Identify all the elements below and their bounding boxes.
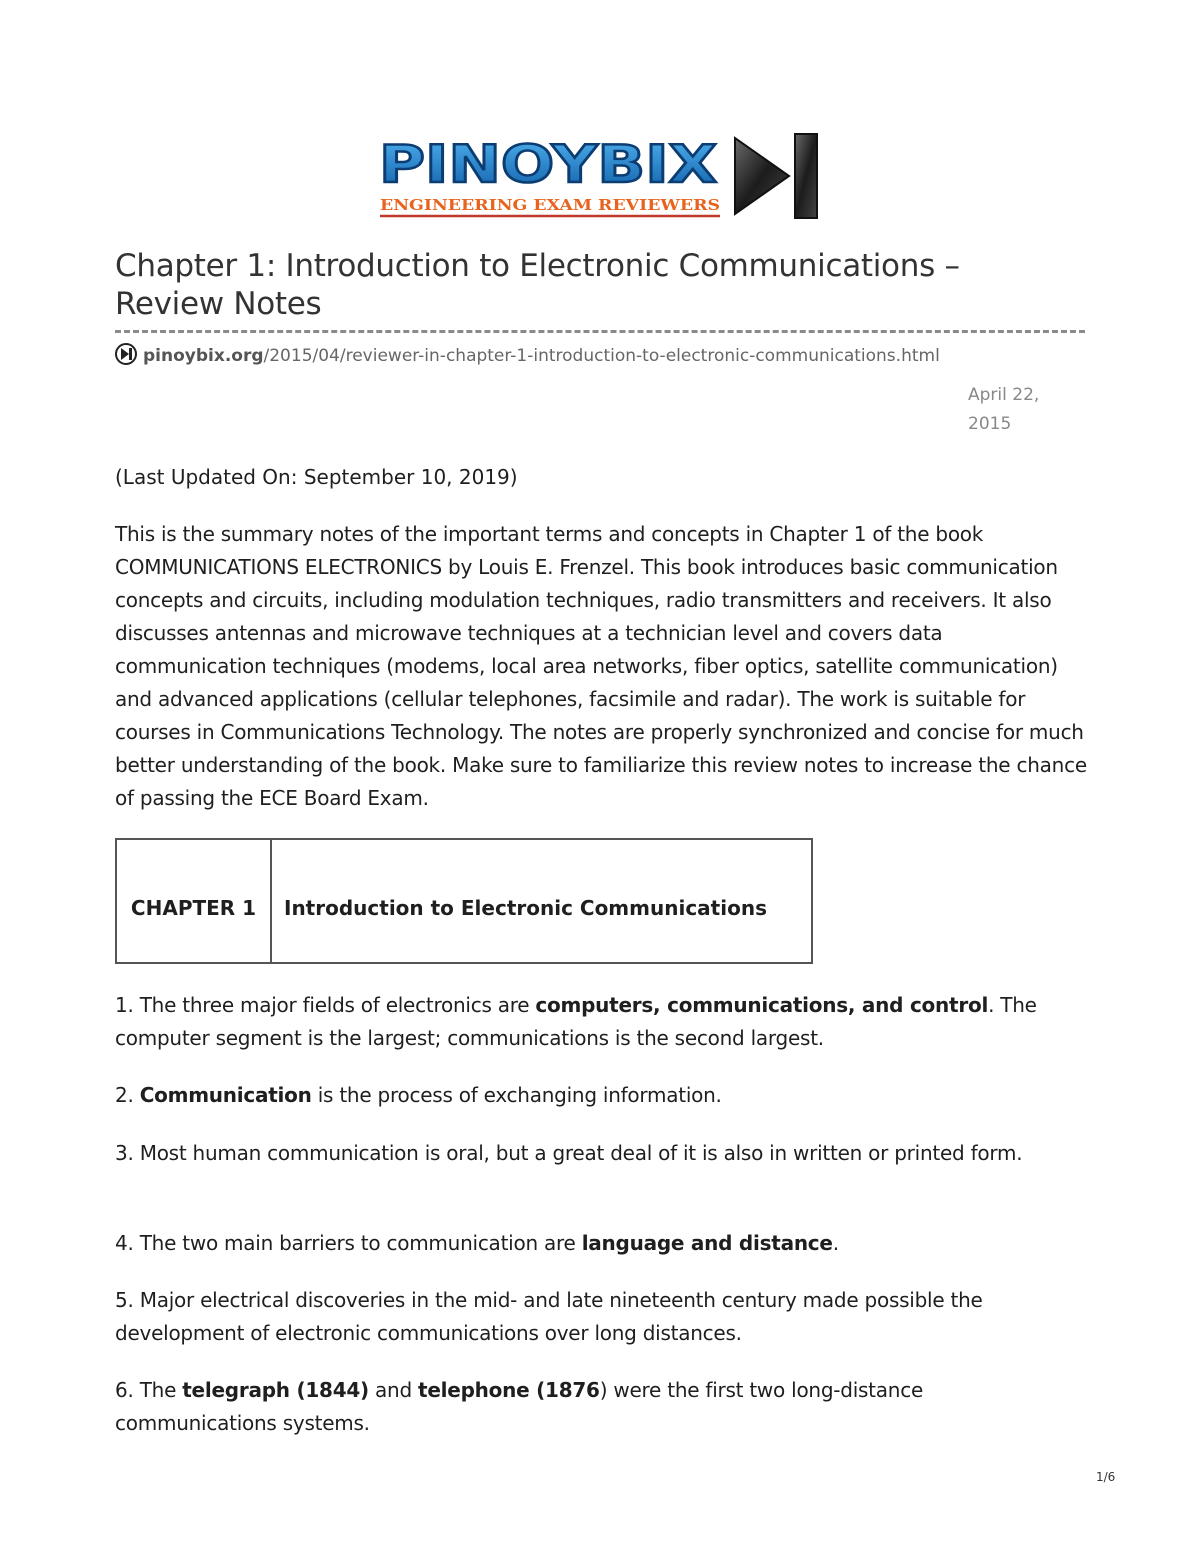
page-number: 1/6: [1096, 1470, 1116, 1484]
chapter-title: Introduction to Electronic Communications: [271, 839, 812, 963]
list-item: 4. The two main barriers to communication are language and distance.: [115, 1231, 839, 1255]
play-skip-icon: [735, 134, 817, 218]
logo-brand-text: PINOYBIX: [379, 135, 717, 195]
page-title: Chapter 1: Introduction to Electronic Communications – Review Notes: [115, 248, 960, 322]
publish-date: April 22, 2015: [968, 385, 1040, 434]
list-item: 5. Major electrical discoveries in the mid- and late nineteenth century made possible the development of electronic communications over long distances.: [115, 1288, 983, 1345]
list-item: 3. Most human communication is oral, but a great deal of it is also in written or printed form.: [115, 1141, 1023, 1165]
site-logo[interactable]: [377, 128, 825, 232]
last-updated: (Last Updated On: September 10, 2019): [115, 465, 518, 489]
title-divider: [115, 330, 1085, 333]
intro-paragraph: This is the summary notes of the important terms and concepts in Chapter 1 of the book COMMUNICATIONS ELECTRONICS by Louis E. Frenzel. This book introduces basic communication concepts and circuits, including modulation techniques, radio transmitters and receivers. It also discusses antennas and microwave techniques at a technician level and covers data communication techniques (modems, local area networks, fiber optics, satellite communication) and advanced applications (cellular telephones, facsimile and radar). The work is suitable for courses in Communications Technology. The notes are properly synchronized and concise for much better understanding of the book. Make sure to familiarize this review notes to increase the chance of passing the ECE Board Exam.: [115, 522, 1087, 810]
chapter-label: CHAPTER 1: [116, 839, 271, 963]
play-skip-icon: [115, 343, 137, 372]
list-item: 1. The three major fields of electronics are computers, communications, and control. The computer segment is the largest; communications is the second largest.: [115, 993, 1037, 1050]
source-domain[interactable]: pinoybix.org: [143, 346, 264, 366]
source-path[interactable]: /2015/04/reviewer-in-chapter-1-introduction-to-electronic-communications.html: [263, 346, 940, 366]
source-link[interactable]: [115, 343, 940, 372]
list-item: 2. Communication is the process of exchanging information.: [115, 1083, 722, 1107]
chapter-table: [115, 838, 813, 964]
table-row: [116, 839, 812, 963]
logo-tagline-text: ENGINEERING EXAM REVIEWERS: [380, 196, 720, 214]
list-item: 6. The telegraph (1844) and telephone (1876) were the first two long-distance communications systems.: [115, 1378, 924, 1435]
